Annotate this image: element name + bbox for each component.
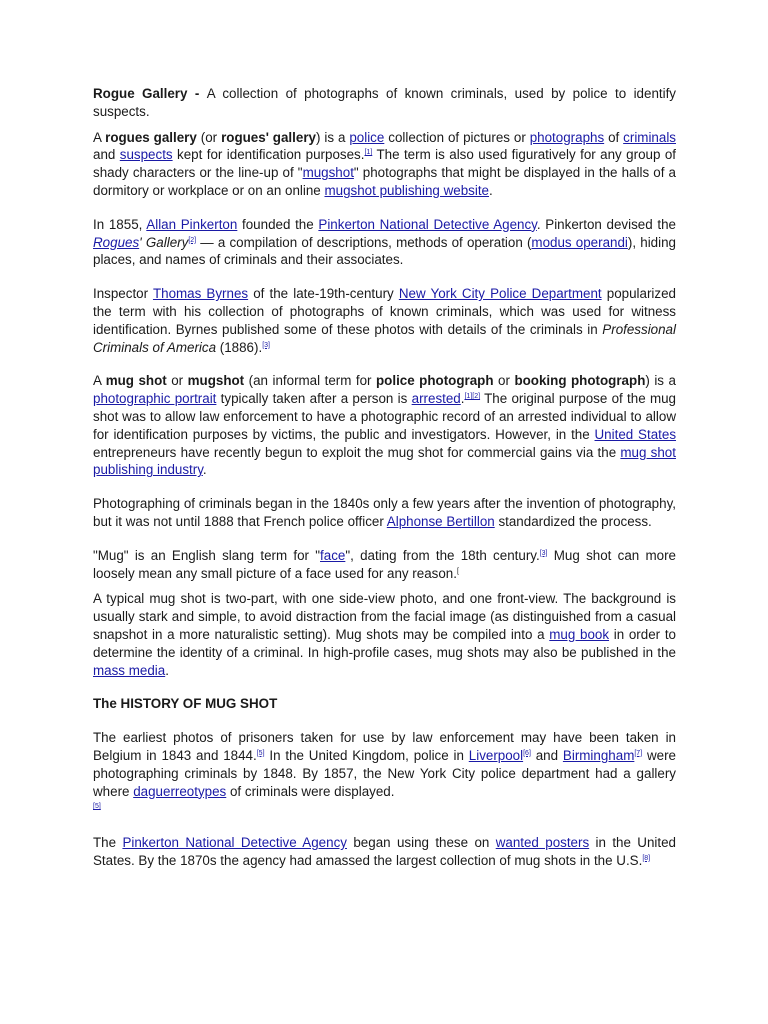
text: " photographs that might be displayed in the halls of a dormitory or workplace or on an online bbox=[93, 165, 676, 198]
citation-link[interactable]: [6] bbox=[523, 749, 531, 757]
text: popularized the term with his collection of photographs of known criminals, which was used for witness identification. Byrnes published some of these photos with details of the criminals in bbox=[93, 286, 676, 337]
text: . bbox=[489, 182, 493, 198]
citation-link[interactable]: [3] bbox=[262, 341, 270, 349]
link-mugshot[interactable]: mugshot bbox=[302, 165, 354, 181]
text: collection of pictures or bbox=[384, 129, 530, 145]
link-photographic-portrait[interactable]: photographic portrait bbox=[93, 391, 217, 407]
text: . bbox=[460, 391, 465, 407]
text: . bbox=[165, 662, 169, 678]
text: (or bbox=[196, 129, 222, 145]
typical-mug-shot-paragraph bbox=[93, 590, 676, 679]
earliest-photos-paragraph bbox=[93, 729, 676, 818]
text: In 1855, bbox=[93, 216, 147, 232]
citation-fragment: [ bbox=[456, 567, 459, 575]
link-face[interactable]: face bbox=[320, 547, 346, 563]
text: . Pinkerton devised the bbox=[536, 216, 676, 232]
link-birmingham[interactable]: Birmingham bbox=[562, 747, 635, 763]
citation-link[interactable]: [5] bbox=[256, 749, 265, 757]
link-mugshot-publishing-website[interactable]: mugshot publishing website bbox=[324, 182, 489, 198]
citation-link[interactable]: [2] bbox=[188, 236, 197, 244]
text: The bbox=[93, 835, 123, 851]
text: Mug shot can more loosely mean any small picture of a face used for any reason. bbox=[93, 547, 676, 581]
text: or bbox=[493, 373, 515, 389]
text: In the United Kingdom, police in bbox=[264, 747, 469, 763]
text: A typical mug shot is two-part, with one side-view photo, and one front-view. The background is usually stark and simple, to avoid distraction from the facial image (as distinguished from a casual snapshot in a more naturalistic setting). Mug shots may be compiled into a bbox=[93, 591, 676, 642]
text: kept for identification purposes. bbox=[172, 147, 365, 163]
link-pinkerton-agency[interactable]: Pinkerton National Detective Agency bbox=[122, 835, 347, 851]
link-suspects[interactable]: suspects bbox=[119, 147, 173, 163]
text: Inspector bbox=[93, 286, 153, 302]
term-bold: booking photograph bbox=[514, 373, 646, 389]
link-allan-pinkerton[interactable]: Allan Pinkerton bbox=[146, 216, 238, 232]
book-title: Professional Criminals of America bbox=[93, 321, 676, 355]
link-arrested[interactable]: arrested bbox=[411, 391, 461, 407]
text: in the United States. By the 1870s the agency had amassed the largest collection of mug shots in the U.S. bbox=[93, 835, 677, 868]
text: of the late-19th-century bbox=[248, 286, 399, 302]
text: The term is also used figuratively for any group of shady characters or the line-up of " bbox=[93, 147, 676, 181]
link-photographs[interactable]: photographs bbox=[529, 129, 605, 145]
link-thomas-byrnes[interactable]: Thomas Byrnes bbox=[152, 286, 249, 302]
term-bold: mug shot bbox=[105, 373, 167, 389]
pinkerton-paragraph bbox=[93, 216, 676, 269]
text: entrepreneurs have recently begun to exploit the mug shot for commercial gains via the bbox=[93, 444, 621, 460]
text: (1886). bbox=[216, 339, 263, 355]
text: The original purpose of the mug shot was to allow law enforcement to have a photographic record of an arrested individual to allow for identification purposes by victims, the public and investigators. However, in the bbox=[93, 391, 676, 442]
link-modus-operandi[interactable]: modus operandi bbox=[531, 234, 628, 250]
text: A bbox=[93, 373, 106, 389]
link-liverpool[interactable]: Liverpool bbox=[468, 747, 524, 763]
link-pinkerton-agency[interactable]: Pinkerton National Detective Agency bbox=[318, 216, 537, 232]
term-bold: rogues gallery bbox=[105, 129, 197, 145]
text: ) is a bbox=[315, 129, 350, 145]
link-police[interactable]: police bbox=[349, 129, 385, 145]
intro-paragraph bbox=[93, 85, 676, 121]
text: ), hiding places, and names of criminals and their associates. bbox=[93, 234, 676, 268]
intro-term: Rogue Gallery - bbox=[93, 86, 207, 101]
mug-slang-paragraph bbox=[93, 547, 676, 583]
text: began using these on bbox=[346, 835, 496, 851]
text: typically taken after a person is bbox=[216, 391, 412, 407]
citation-link[interactable]: [8] bbox=[642, 854, 651, 862]
section-heading: The HISTORY OF MUG SHOT bbox=[93, 696, 278, 712]
text: in order to determine the identity of a criminal. In high-profile cases, mug shots may also be published in the bbox=[93, 626, 676, 660]
text: — a compilation of descriptions, methods of operation ( bbox=[196, 234, 532, 250]
text: were photographing criminals by 1848. By 1857, the New York City police department had a gallery where bbox=[93, 747, 677, 799]
mug-shot-paragraph bbox=[93, 372, 676, 479]
link-wanted-posters[interactable]: wanted posters bbox=[495, 835, 590, 851]
link-alphonse-bertillon[interactable]: Alphonse Bertillon bbox=[386, 513, 495, 529]
citation-link[interactable]: [5] bbox=[93, 803, 101, 811]
bertillon-paragraph bbox=[93, 495, 676, 531]
link-rogues[interactable]: Rogues bbox=[93, 234, 140, 250]
intro-definition: A collection of photographs of known criminals, used by police to identify suspects. bbox=[93, 86, 677, 119]
text: or bbox=[166, 373, 188, 389]
text: (an informal term for bbox=[244, 373, 376, 389]
link-mass-media[interactable]: mass media bbox=[93, 662, 166, 678]
rogues-gallery-paragraph bbox=[93, 129, 676, 200]
text: of bbox=[604, 129, 624, 145]
citation-link[interactable]: [3] bbox=[539, 549, 548, 557]
text: The earliest photos of prisoners taken for use by law enforcement may have been taken in Belgium in 1843 and 1844. bbox=[93, 730, 676, 763]
text: standardized the process. bbox=[494, 513, 652, 529]
text: . bbox=[202, 462, 207, 478]
term-bold: police photograph bbox=[375, 373, 494, 389]
text: founded the bbox=[237, 216, 319, 232]
citation-link[interactable]: [1] bbox=[364, 149, 373, 157]
link-criminals[interactable]: criminals bbox=[623, 129, 676, 145]
text: A bbox=[93, 129, 106, 145]
citation-link[interactable]: [7] bbox=[634, 749, 643, 757]
text: ", dating from the 18th century. bbox=[345, 547, 540, 563]
document-page bbox=[93, 85, 676, 887]
text: of criminals were displayed. bbox=[226, 783, 395, 799]
pinkerton-wanted-posters-paragraph bbox=[93, 834, 676, 870]
link-daguerreotypes[interactable]: daguerreotypes bbox=[133, 783, 227, 799]
citation-link[interactable]: [1][2] bbox=[464, 393, 481, 401]
link-united-states[interactable]: United States bbox=[594, 426, 677, 442]
term-bold: mugshot bbox=[187, 373, 245, 389]
text: and bbox=[530, 747, 563, 763]
text: ' Gallery bbox=[139, 234, 189, 250]
link-mug-book[interactable]: mug book bbox=[549, 626, 610, 642]
text: Photographing of criminals began in the 1840s only a few years after the invention of photography, but it was not until 1888 that French police officer bbox=[93, 496, 676, 529]
byrnes-paragraph bbox=[93, 285, 676, 356]
term-bold: rogues' gallery bbox=[221, 129, 316, 145]
text: ) is a bbox=[645, 373, 676, 389]
link-nypd[interactable]: New York City Police Department bbox=[398, 286, 602, 302]
link-mug-shot-publishing-industry[interactable]: mug shot publishing industry bbox=[93, 444, 676, 478]
text: "Mug" is an English slang term for " bbox=[93, 547, 321, 563]
text: and bbox=[93, 147, 120, 163]
